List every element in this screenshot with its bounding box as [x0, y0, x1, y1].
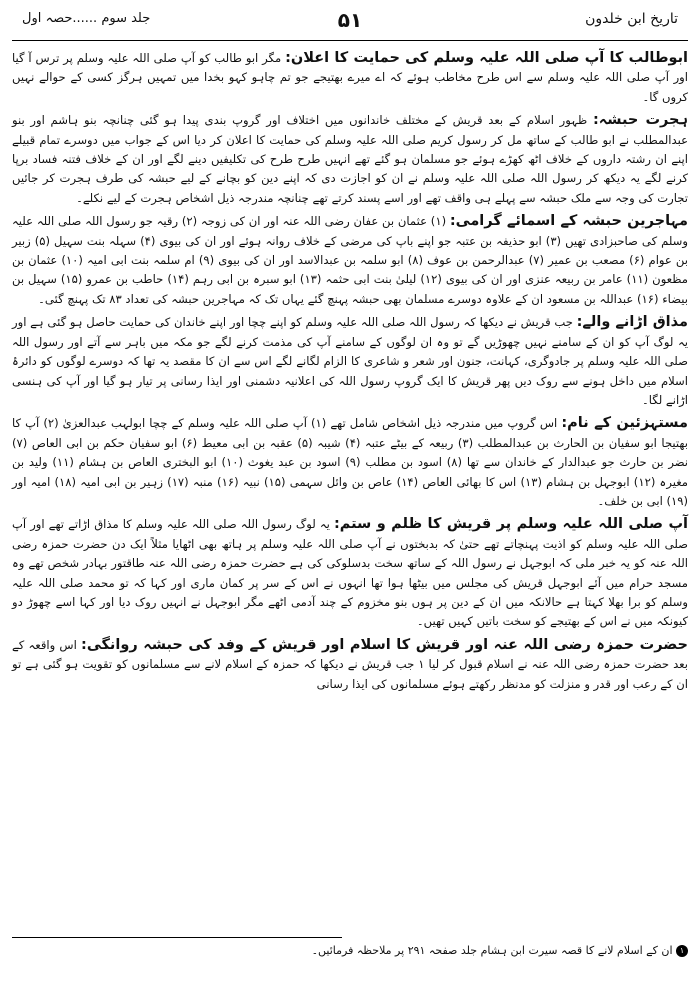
section-hijrat-habsha [12, 111, 688, 208]
footnote-text: ان کے اسلام لانے کا قصہ سیرت ابن ہشام جلد صفحہ ۲۹۱ پر ملاحظہ فرمائیں۔ [311, 944, 673, 957]
book-title: تاریخ ابن خلدون [585, 11, 678, 27]
section-abu-talib [12, 49, 688, 107]
section-mustahzieen-names [12, 414, 688, 511]
section-text: مگر ابو طالب کو آپ صلی اللہ علیہ وسلم پر ترس آ گیا اور آپ صلی اللہ علیہ وسلم سے اس طرح مخاطب ہوئے کہ اے میرے بھتیجے جو تم چاہو کہو بخدا میں تمہیں ہرگز کسی کے حوالے نہیں کروں گا۔ [12, 51, 688, 104]
section-hamza-islam [12, 636, 688, 694]
section-text: جب قریش نے دیکھا کہ رسول اللہ صلی اللہ علیہ وسلم کو اپنے چچا اور اپنے خاندان کی حمایت حاصل ہو گئی ہے اور یہ لوگ آپ کو ان کے سامنے نہیں چھوڑیں گے تو وہ ان لوگوں کے سامنے آپ کی مذمت کرنے لگے جو مکہ میں باہر سے آتے اور رسول اللہ صلی اللہ علیہ وسلم پر جادوگری، کہانت، جنون اور شعر و شاعری کا الزام لگانے لگے اس سے ان کا مقصد یہ تھا کہ دوسرے لوگوں کو دائرۂ اسلام میں داخل ہونے سے روک دیں پھر قریش کا ایک گروپ رسول اللہ کی اعلانیہ دشمنی اور ایذا رسانی پر تیار ہو گیا اور آپ کی ہنسی اڑانے لگا۔ [12, 315, 688, 407]
section-persecution [12, 515, 688, 631]
footnote-marker: ۱ [676, 945, 688, 957]
section-text: اس گروپ میں مندرجہ ذیل اشخاص شامل تھے (۱) آپ صلی اللہ علیہ وسلم کے چچا ابولہب عبدالعزیٰ (۲) آپ کا بھتیجا ابو سفیان بن الحارث بن عبدالمطلب (۳) ربیعہ کے بیٹے عتبہ (۴) شیبہ (۵) عقبہ بن ابی معیط (۶) ابو سفیان حکم بن ابی العاص (۷) نضر بن حارث جو عبدالدار کے خاندان سے تھا (۸) اسود بن مطلب (۹) اسود بن عبد یغوث (۱۰) ابو البختری العاص بن ہشام (۱۱) ولید بن مغیرہ (۱۲) ابوجہل بن ہشام (۱۳) اس کا بھائی العاص (۱۴) عاص بن وائل سہمی (۱۵) نبیہ (۱۶) منبہ (۱۷) زہیر بن ابی امیہ (۱۸) امیہ اور (۱۹) ابی بن خلف۔ [12, 416, 689, 508]
footnote [12, 944, 688, 957]
section-heading: مستہزئین کے نام: [561, 415, 689, 432]
section-heading: مذاق اڑانے والے: [576, 314, 688, 331]
section-muhajireen-names [12, 212, 688, 309]
header-rule [12, 40, 688, 41]
section-text: یہ لوگ رسول اللہ صلی اللہ علیہ وسلم کا مذاق اڑاتے تھے اور آپ صلی اللہ علیہ وسلم کو اذیت پہنچاتے تھے حتیٰ کہ بدبختوں نے آپ صلی اللہ علیہ وسلم پر ہاتھ بھی اٹھایا مثلاً ایک دن حضرت حمزہ رضی اللہ عنہ کو یہ خبر ملی کہ ابوجہل نے رسول اللہ کے ساتھ سخت بدسلوکی کی ہے حضرت حمزہ رضی اللہ عنہ طاقتور بہادر شخص تھے وہ مسجد حرام میں آئے ابوجہل قریش کی مجلس میں بیٹھا ہوا تھا انہوں نے اس کے سر پر کمان ماری اور کہا کہ تو محمد صلی اللہ علیہ وسلم کو برا بھلا کہتا ہے حالانکہ میں ان کے دین پر ہوں بنو مخزوم کے چند آدمی اٹھے مگر ابوجہل نے انہیں روک دیا اور کہا اسے چھوڑ دو کیونکہ میں نے اس کے بھتیجے کو سخت باتیں کہیں تھیں۔ [12, 517, 688, 629]
section-text: اس واقعہ کے بعد حضرت حمزہ رضی اللہ عنہ نے اسلام قبول کر لیا ۱ جب قریش نے دیکھا کہ حمزہ کے اسلام لانے سے مسلمانوں کو تقویت ہو گئی ہے تو ان کے رعب اور قدر و منزلت کو مدنظر رکھتے ہوئے مسلمانوں کی ایذا رسانی [12, 637, 688, 691]
section-text: (۱) عثمان بن عفان رضی اللہ عنہ اور ان کی زوجہ (۲) رقیہ جو رسول اللہ صلی اللہ علیہ وسلم کی صاحبزادی تھیں (۳) ابو حذیفہ بن عتبہ جو اپنے باپ کی مرضی کے خلاف روانہ ہوئے اور ان کی بیوی (۴) سہلہ بنت سہیل (۵) زبیر بن عوام (۶) مصعب بن عمیر (۷) عبدالرحمن بن عوف (۸) ابو سلمہ بن عبدالاسد اور ان کی بیوی (۹) ام سلمہ بنت ابی امیہ (۱۰) عثمان بن مظعون (۱۱) عامر بن ربیعہ عنزی اور ان کی بیوی (۱۲) لیلیٰ بنت ابی حثمہ (۱۳) ابو سبرہ بن ابی رہم (۱۴) حاطب بن عمرو (۱۵) سہیل بن بیضاء (۱۶) عبداللہ بن مسعود ان کے علاوہ دوسرے مسلمان بھی حبشہ پہنچ گئے یہاں تک کہ مہاجرین حبشہ کی تعداد ۸۳ تک پہنچ گئی۔ [12, 214, 688, 306]
section-heading: مہاجرین حبشہ کے اسمائے گرامی: [449, 213, 689, 230]
section-text: ظہور اسلام کے بعد قریش کے مختلف خاندانوں میں اختلاف اور گروپ بندی پیدا ہو گئی چنانچہ بنو ہاشم اور بنو عبدالمطلب نے ابو طالب کے ساتھ مل کر رسول کریم صلی اللہ علیہ وسلم کی حمایت کا اعلان کر دیا اس کے جواب میں دوسرے تمام قبیلے اپنے ان رشتہ داروں کے خلاف اٹھ کھڑے ہوئے جو مسلمان ہو گئے تھے انہیں طرح طرح کی تکلیفیں دینے لگے اور ان کے خلاف فتنہ فساد برپا کرنے لگے یہ دیکھ کر رسول اللہ صلی اللہ علیہ وسلم نے ان کو اجازت دی کہ اپنے دین کو بچانے کے لیے حبشہ کی طرف ہجرت کر جائیں تجارت کی وجہ سے ملک حبشہ سے پہلے ہی واقف تھے اور اسے پسند کرتے تھے چنانچہ مندرجہ ذیل اشخاص ہجرت کے لیے نکلے۔ [12, 113, 688, 205]
section-heading: ہجرت حبشہ: [592, 112, 688, 129]
volume-label: جلد سوم ......حصہ اول [22, 11, 151, 26]
section-heading: حضرت حمزہ رضی اللہ عنہ اور قریش کا اسلام اور قریش کے وفد کی حبشہ روانگی: [81, 636, 688, 653]
page-header [12, 8, 688, 34]
section-heading: ابوطالب کا آپ صلی اللہ علیہ وسلم کی حمایت کا اعلان: [285, 50, 689, 66]
page-number: ۵۱ [337, 8, 363, 32]
section-heading: آپ صلی اللہ علیہ وسلم پر قریش کا ظلم و ستم: [333, 516, 688, 533]
footnote-rule [12, 937, 342, 938]
page-body [12, 49, 688, 694]
section-mockers [12, 313, 688, 410]
